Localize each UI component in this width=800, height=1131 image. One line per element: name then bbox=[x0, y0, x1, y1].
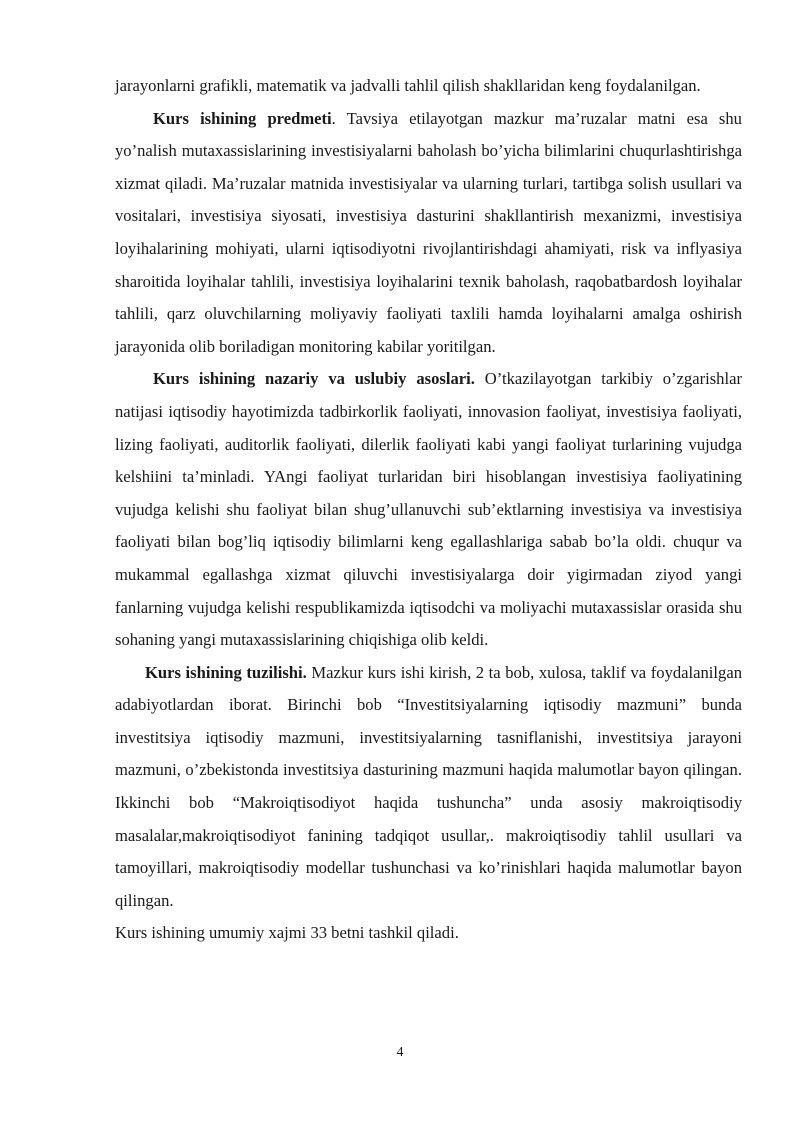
paragraph-structure bbox=[115, 657, 742, 918]
page-number: 4 bbox=[396, 1045, 404, 1060]
paragraph-text: O’tkazilayotgan tarkibiy o’zgarishlar natijasi iqtisodiy hayotimizda tadbirkorlik faoliyati, innovasion faoliyat, investisiya faoliyati, lizing faoliyati, auditorlik faoliyati, dilerlik faoliyati kabi yangi faoliyat turlarining vujudga kelshiini ta’minladi. YAngi faoliyat turlaridan biri hisoblangan investisiya faoliyatining vujudga kelishi shu faoliyat bilan shug’ullanuvchi sub’ektlarning investisiya va investisiya faoliyati bilan bog’liq iqtisodiy bilimlarni keng egallashlariga sabab bo’la oldi. chuqur va mukammal egallashga xizmat qiluvchi investisiyalarga doir yigirmadan ziyod yangi fanlarning vujudga kelishi respublikamizda iqtisodchi va moliyachi mutaxassislar orasida shu sohaning yangi mutaxassislarining chiqishiga olib keldi. bbox=[115, 369, 742, 650]
paragraph-volume bbox=[115, 917, 742, 950]
paragraph-text: Mazkur kurs ishi kirish, 2 ta bob, xulosa, taklif va foydalanilgan adabiyotlardan iborat. Birinchi bob “Investitsiyalarning iqtisodiy mazmuni” bunda investitsiya iqtisodiy mazmuni, investitsiyalarning tasniflanishi, investitsiya jarayoni mazmuni, o’zbekistonda investitsiya dasturining mazmuni haqida malumotlar bayon qilingan. Ikkinchi bob “Makroiqtisodiyot haqida tushuncha” unda asosiy makroiqtisodiy masalalar,makroiqtisodiyot fanining tadqiqot usullar,. makroiqtisodiy tahlil usullari va tamoyillari, makroiqtisodiy modellar tushunchasi va ko’rinishlari haqida malumotlar bayon qilingan. bbox=[115, 662, 742, 910]
paragraph-heading: Kurs ishining predmeti bbox=[153, 108, 332, 128]
paragraph-foundations bbox=[115, 363, 742, 656]
paragraph-text: Kurs ishining umumiy xajmi 33 betni tashkil qiladi. bbox=[115, 923, 459, 943]
paragraph-subject bbox=[115, 103, 742, 364]
paragraph-text: jarayonlarni grafikli, matematik va jadvalli tahlil qilish shakllaridan keng foydalanilgan. bbox=[115, 76, 701, 95]
paragraph-continuation bbox=[115, 70, 742, 103]
paragraph-heading: Kurs ishining tuzilishi. bbox=[145, 662, 307, 682]
document-page bbox=[115, 70, 742, 950]
paragraph-heading: Kurs ishining nazariy va uslubiy asoslari. bbox=[153, 369, 475, 389]
paragraph-text: . Tavsiya etilayotgan mazkur ma’ruzalar matni esa shu yo’nalish mutaxassislarining investisiyalarni baholash bo’yicha bilimlarini chuqurlashtirishga xizmat qiladi. Ma’ruzalar matnida investisiyalar va ularning turlari, tartibga solish usullari va vositalari, investisiya siyosati, investisiya dasturini shakllantirish mexanizmi, investisiya loyihalarining mohiyati, ularni iqtisodiyotni rivojlantirishdagi ahamiyati, risk va inflyasiya sharoitida loyihalar tahlili, investisiya loyihalarini texnik baholash, raqobatbardosh loyihalar tahlili, qarz oluvchilarning moliyaviy faoliyati taxlili hamda loyihalarni amalga oshirish jarayonida olib boriladigan monitoring kabilar yoritilgan. bbox=[115, 108, 742, 356]
